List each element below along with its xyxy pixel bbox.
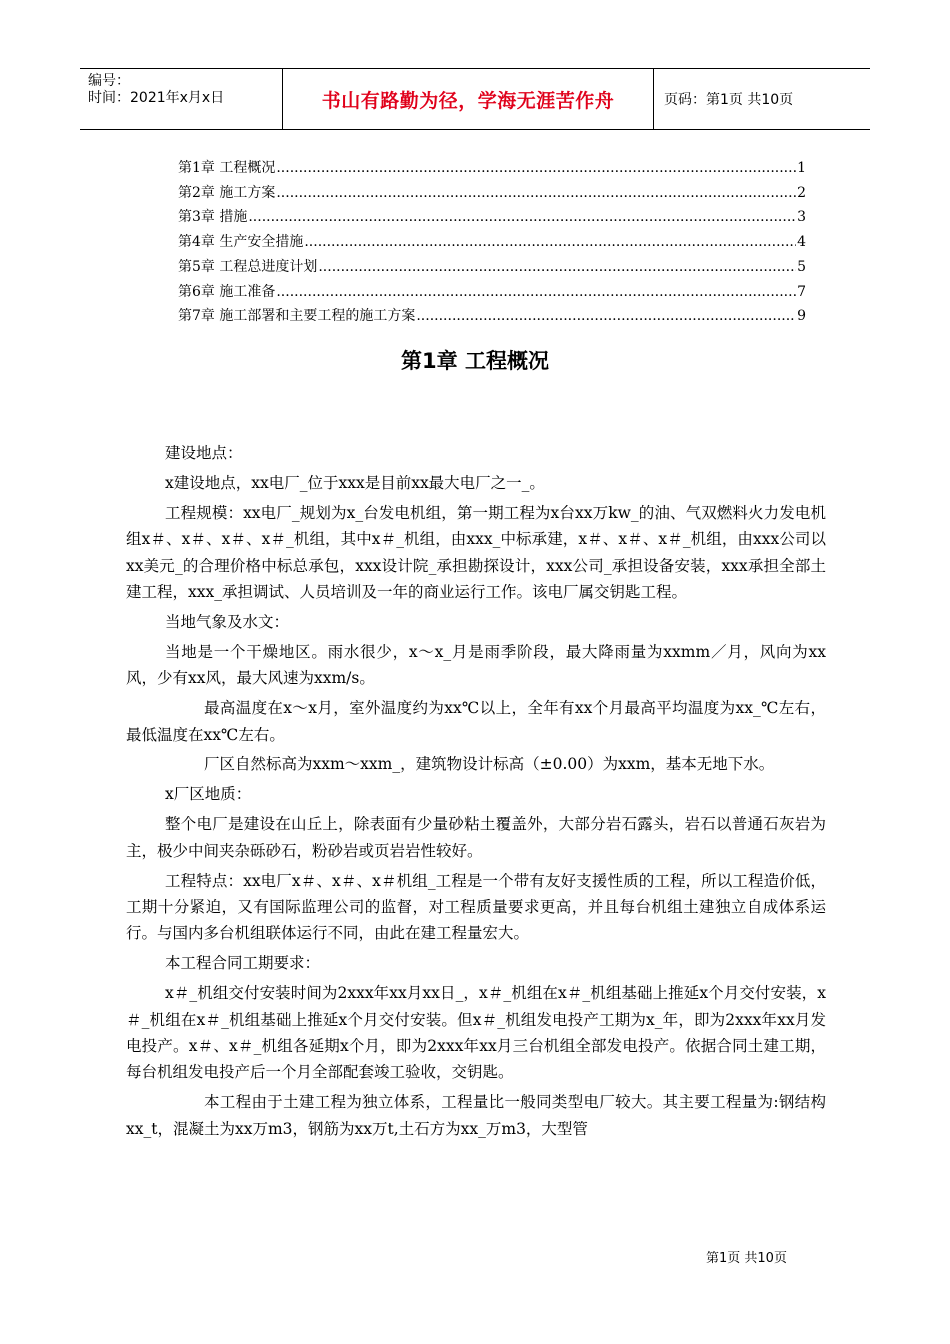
toc-entry[interactable] <box>178 304 806 329</box>
toc-entry-title: 第5章 工程总进度计划 <box>178 258 318 275</box>
toc-entry-page: 4 <box>797 234 806 251</box>
toc-entry-title: 第6章 施工准备 <box>178 283 276 300</box>
toc-entry[interactable] <box>178 255 806 280</box>
toc-entry-title: 第2章 施工方案 <box>178 184 276 201</box>
section-heading: 本工程合同工期要求： <box>165 954 321 973</box>
toc-entry-page: 5 <box>797 258 806 275</box>
toc-entry-page: 3 <box>797 209 806 226</box>
toc-leader-dots <box>416 304 796 329</box>
toc-entry[interactable] <box>178 230 806 255</box>
page-footer: 第1页 共10页 <box>706 1251 787 1266</box>
body-paragraph: 工程规模：xx电厂_规划为x_台发电机组，第一期工程为x台xx万kw_的油、气双燃料火力发电机组x＃、x＃、x＃、x＃_机组，其中x＃_机组，由xxx_中标承建，x＃、x＃、x＃_机组，由xxx公司以xx美元_的合理价格中标总承包，xxx设计院_承担勘探设计，xxx公司_承担设备安装，xxx承担全部土建工程，xxx_承担调试、人员培训及一年的商业运行工作。该电厂属交钥匙工程。 <box>126 503 826 602</box>
section-heading: 建设地点： <box>165 444 243 462</box>
body-paragraph: 当地是一个干燥地区。雨水很少，x～x_月是雨季阶段，最大降雨量为xxmm／月，风向为xx风，少有xx风，最大风速为xxm/s。 <box>126 642 826 688</box>
toc-entry-page: 9 <box>797 308 806 325</box>
toc-entry-title: 第7章 施工部署和主要工程的施工方案 <box>178 308 416 325</box>
body-paragraph: 厂区自然标高为xxm～xxm_，建筑物设计标高（±0.00）为xxm，基本无地下水。 <box>204 755 775 774</box>
toc-leader-dots <box>276 280 796 305</box>
toc-entry[interactable] <box>178 205 806 230</box>
header-page-info: 页码：第1页 共10页 <box>664 92 794 108</box>
toc-leader-dots <box>276 156 796 181</box>
toc-entry[interactable] <box>178 181 806 206</box>
section-heading: x厂区地质： <box>165 785 252 804</box>
body-paragraph: x＃_机组交付安装时间为2xxx年xx月xx日_，x＃_机组在x＃_机组基础上推延x个月交付安装，x＃_机组在x＃_机组基础上推延x个月交付安装。但x＃_机组发电投产工期为x_年，即为2xxx年xx月发电投产。x＃、x＃_机组各延期x个月，即为2xxx年xx月三台机组全部发电投产。依据合同土建工期，每台机组发电投产后一个月全部配套竣工验收，交钥匙。 <box>126 984 826 1082</box>
body-paragraph: 工程特点：xx电厂x＃、x＃、x＃机组_工程是一个带有友好支援性质的工程，所以工程造价低，工期十分紧迫，又有国际监理公司的监督，对工程质量要求更高，并且每台机组土建独立自成体系运行。与国内多台机组联体运行不同，由此在建工程量宏大。 <box>126 871 826 943</box>
chapter-title: 第1章 工程概况 <box>401 349 549 373</box>
toc-entry-page: 2 <box>797 184 806 201</box>
header-motto: 书山有路勤为径，学海无涯苦作舟 <box>282 69 654 129</box>
toc-entry-title: 第4章 生产安全措施 <box>178 234 304 251</box>
body-paragraph: 整个电厂是建设在山丘上，除表面有少量砂粘土覆盖外，大部分岩石露头，岩石以普通石灰岩为主，极少中间夹杂砾砂石，粉砂岩或页岩岩性较好。 <box>126 815 826 860</box>
toc-leader-dots <box>276 181 796 206</box>
toc-entry-title: 第3章 措施 <box>178 209 248 226</box>
toc-leader-dots <box>304 230 796 255</box>
body-paragraph: 本工程由于土建工程为独立体系，工程量比一般同类型电厂较大。其主要工程量为:钢结构xx_t，混凝土为xx万m3，钢筋为xx万t,土石方为xx_万m3，大型管 <box>126 1093 826 1138</box>
toc-entry[interactable] <box>178 280 806 305</box>
toc-entry-page: 1 <box>797 160 806 176</box>
toc-entry[interactable] <box>178 156 806 181</box>
code-label: 编号： <box>88 73 130 89</box>
time-label: 时间：2021年x月x日 <box>88 90 225 106</box>
table-of-contents <box>178 156 806 329</box>
toc-entry-title: 第1章 工程概况 <box>178 160 276 176</box>
body-paragraph: 最高温度在x～x月，室外温度约为xx℃以上，全年有xx个月最高平均温度为xx_℃左右，最低温度在xx℃左右。 <box>126 699 826 744</box>
toc-leader-dots <box>248 205 796 230</box>
page-header <box>80 68 870 130</box>
toc-entry-page: 7 <box>797 283 806 300</box>
toc-leader-dots <box>318 255 796 280</box>
chapter-body <box>126 440 826 1146</box>
header-meta <box>80 69 282 129</box>
body-paragraph: x建设地点，xx电厂_位于xxx是目前xx最大电厂之一_。 <box>165 473 545 492</box>
section-heading: 当地气象及水文： <box>165 612 290 631</box>
